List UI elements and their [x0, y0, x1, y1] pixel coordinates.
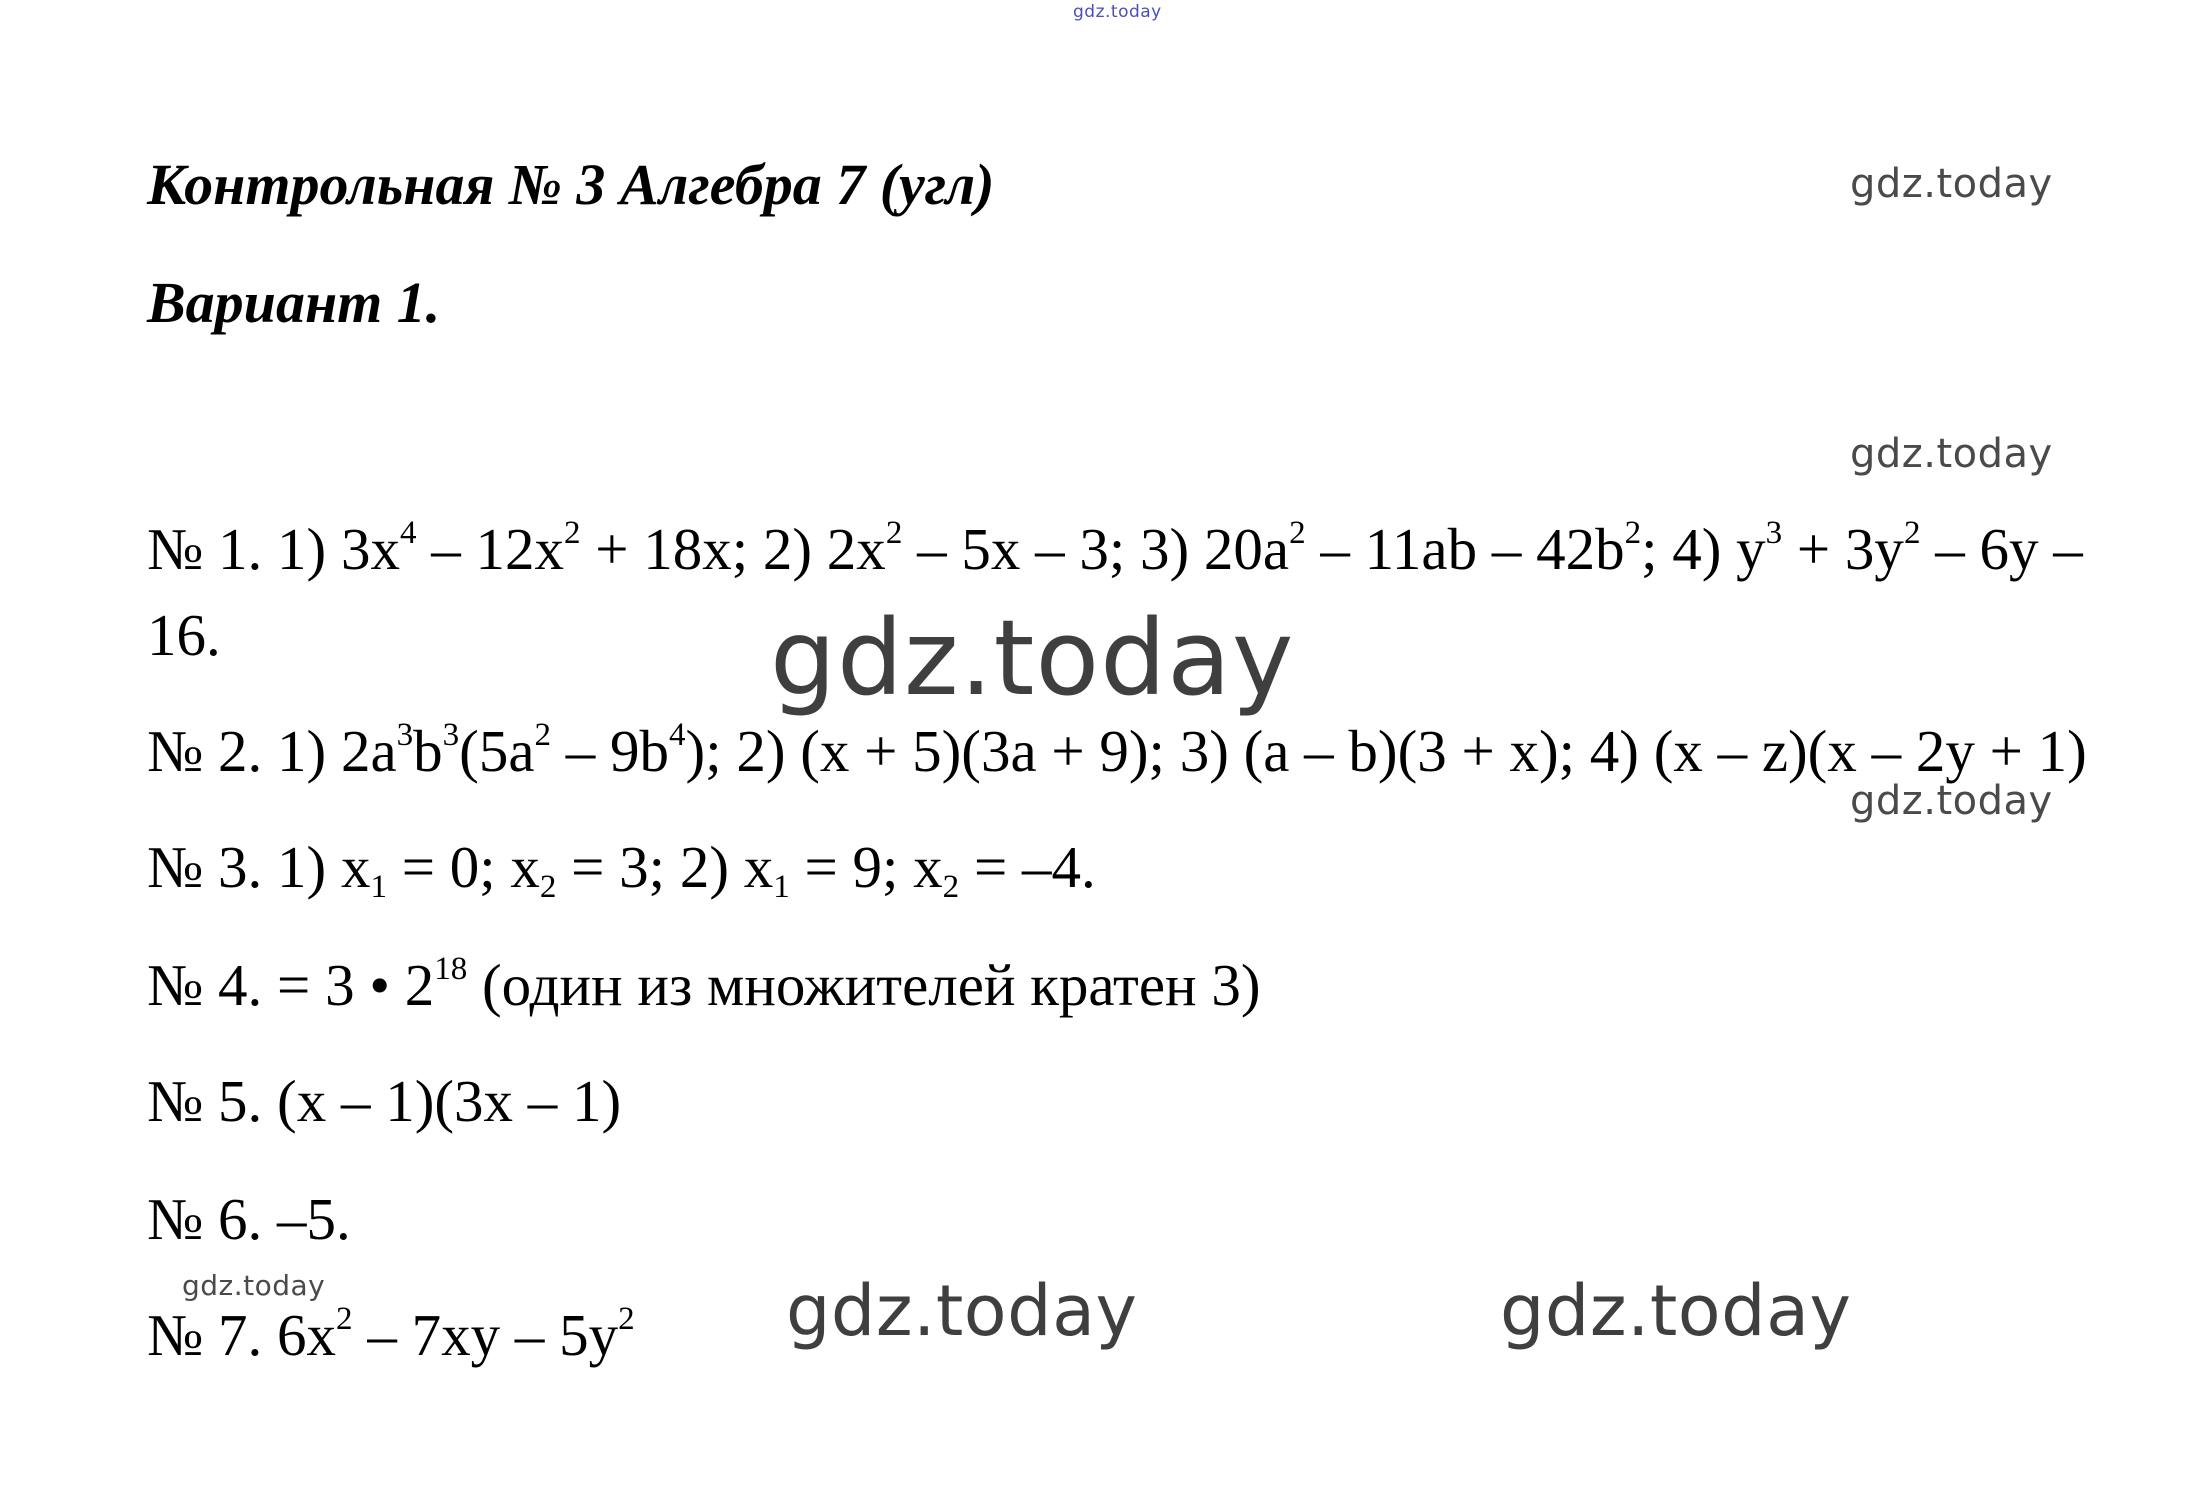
answer-label: № 4. [147, 952, 263, 1018]
exponent: 3 [1765, 515, 1783, 552]
subscript: 2 [942, 868, 960, 905]
subscript: 1 [773, 868, 790, 905]
watermark-top: gdz.today [1073, 2, 1162, 22]
answer-2 [147, 717, 2087, 784]
exponent: 3 [442, 717, 460, 754]
answer-text: 1) x [262, 834, 371, 900]
exponent: 2 [336, 1301, 353, 1338]
answer-text: – 5x – 3; 3) 20a [902, 516, 1290, 582]
answer-label: № 6. [147, 1186, 263, 1252]
answer-text: –5. [262, 1186, 351, 1252]
answer-text: = 9; x [789, 834, 943, 900]
answer-text: + 18x; 2) 2x [580, 516, 886, 582]
answer-text: (5a [459, 718, 535, 784]
watermark-bottom-right: gdz.today [1500, 1270, 1852, 1352]
answer-text: = 0; x [386, 834, 540, 900]
answer-text: 1) 2a [262, 718, 397, 784]
answer-1 [147, 515, 2083, 582]
watermark-bottom-small: gdz.today [182, 1269, 326, 1302]
exponent: 4 [669, 717, 686, 754]
watermark-right-3: gdz.today [1850, 778, 2053, 824]
answer-text: = –4. [959, 834, 1096, 900]
subscript: 2 [539, 868, 557, 905]
answer-6 [147, 1186, 351, 1252]
answer-7 [147, 1301, 635, 1368]
answer-text: + 3y [1782, 516, 1904, 582]
answer-text: = 3; 2) x [556, 834, 774, 900]
answer-3 [147, 834, 1096, 905]
answer-text: (один из множителей кратен 3) [467, 952, 1261, 1018]
answer-text: 6x [262, 1302, 337, 1368]
answer-label: № 2. [147, 718, 263, 784]
answer-label: № 3. [147, 834, 263, 900]
answer-text: – 11ab – 42b [1305, 516, 1625, 582]
exponent: 2 [1289, 515, 1306, 552]
exponent: 2 [534, 717, 552, 754]
variant-heading: Вариант 1. [147, 270, 441, 335]
answer-text: = 3 • 2 [262, 952, 435, 1018]
exponent: 2 [563, 515, 581, 552]
answer-text: 1) 3x [262, 516, 400, 582]
exponent: 4 [399, 515, 417, 552]
answer-5 [147, 1068, 622, 1134]
watermark-bottom-center: gdz.today [786, 1270, 1138, 1352]
watermark-right-1: gdz.today [1850, 161, 2053, 207]
watermark-center-large: gdz.today [770, 597, 1295, 719]
exponent: 18 [434, 951, 468, 988]
answer-text: ); 2) (x + 5)(3a + 9); 3) (a – b)(3 + x); 4) (x – z)(x – 2y + 1) [685, 718, 2087, 784]
exponent: 2 [618, 1301, 635, 1338]
exponent: 2 [1624, 515, 1642, 552]
answer-text: – 12x [416, 516, 564, 582]
answer-text: ; 4) y [1641, 516, 1766, 582]
answer-label: № 5. [147, 1068, 263, 1134]
answer-text: b [413, 718, 443, 784]
answer-label: № 1. [147, 516, 263, 582]
answer-text: – 6y – [1920, 516, 2083, 582]
exponent: 2 [1903, 515, 1921, 552]
answer-text: (x – 1)(3x – 1) [262, 1068, 622, 1134]
exponent: 2 [885, 515, 903, 552]
exponent: 3 [396, 717, 414, 754]
answer-1-continuation: 16. [147, 602, 221, 668]
subscript: 1 [370, 868, 387, 905]
answer-text: – 9b [551, 718, 670, 784]
answer-label: № 7. [147, 1302, 263, 1368]
answer-text: – 7xy – 5y [352, 1302, 619, 1368]
document-title: Контрольная № 3 Алгебра 7 (угл) [147, 152, 995, 217]
watermark-right-2: gdz.today [1850, 431, 2053, 477]
answer-4 [147, 951, 1261, 1018]
